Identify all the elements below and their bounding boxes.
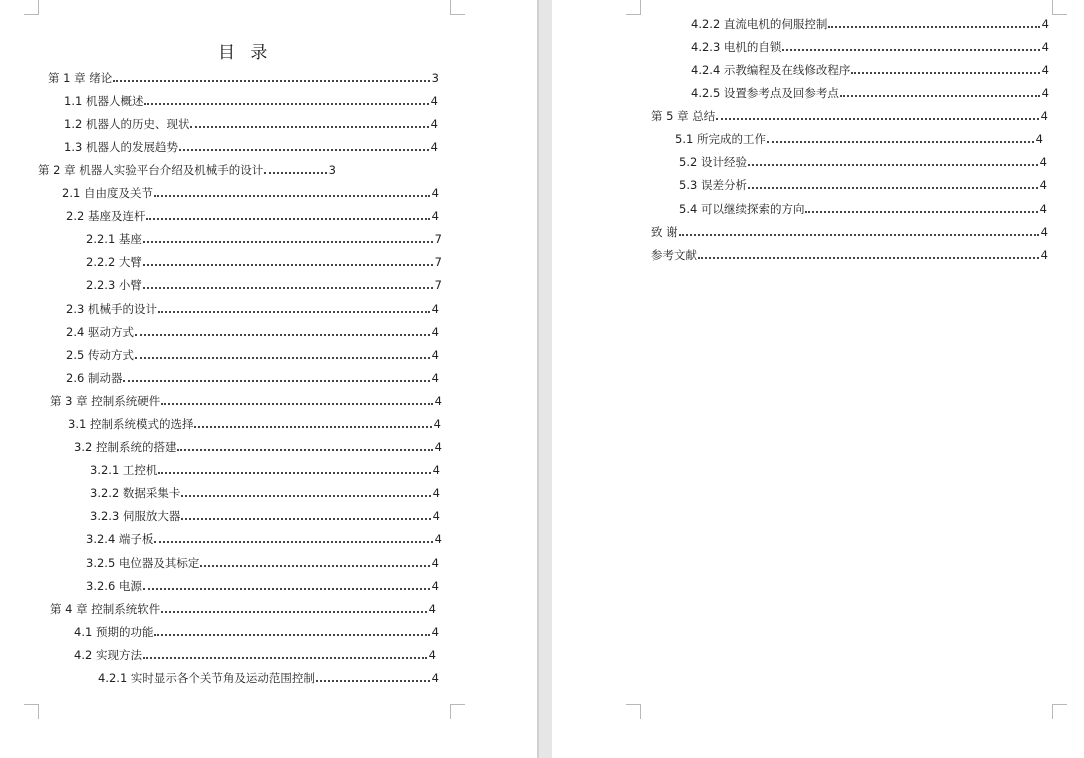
toc-entry-page: 4 <box>1040 109 1048 123</box>
toc-entry-page: 4 <box>428 648 436 662</box>
toc-entry-text: 2.6 制动器 <box>66 371 123 385</box>
toc-entry-text: 3.2.2 数据采集卡 <box>90 486 181 500</box>
toc-entry-page: 4 <box>431 209 439 223</box>
toc-leader-dots <box>840 95 1040 97</box>
toc-entry-page: 4 <box>431 371 439 385</box>
toc-entry[interactable] <box>679 200 1047 218</box>
toc-entry-page: 4 <box>432 509 440 523</box>
toc-entry-text: 2.1 自由度及关节 <box>62 186 153 200</box>
toc-entry[interactable] <box>64 115 438 133</box>
toc-entry[interactable] <box>691 84 1049 102</box>
toc-entry-page: 4 <box>1041 63 1049 77</box>
toc-leader-dots <box>716 118 1038 120</box>
toc-entry[interactable] <box>74 623 439 641</box>
toc-leader-dots <box>161 611 426 613</box>
toc-entry-page: 4 <box>1040 248 1048 262</box>
toc-entry-text: 1.3 机器人的发展趋势 <box>64 140 178 154</box>
crop-mark-bottom-left <box>626 704 641 719</box>
toc-leader-dots <box>135 357 430 359</box>
toc-leader-dots <box>698 257 1039 259</box>
toc-entry[interactable] <box>62 184 439 202</box>
toc-entry[interactable] <box>675 130 1043 148</box>
toc-leader-dots <box>113 80 429 82</box>
toc-leader-dots <box>143 657 427 659</box>
toc-entry[interactable] <box>651 223 1048 241</box>
toc-leader-dots <box>161 403 432 405</box>
toc-entry-page: 4 <box>1039 202 1047 216</box>
toc-leader-dots <box>679 234 1039 236</box>
toc-entry-page: 4 <box>1041 40 1049 54</box>
toc-entry-text: 2.2.1 基座 <box>86 232 142 246</box>
crop-mark-bottom-right <box>450 704 465 719</box>
toc-entry-page: 4 <box>431 625 439 639</box>
toc-entry-text: 3.2 控制系统的搭建 <box>74 440 177 454</box>
toc-entry-text: 4.2.5 设置参考点及回参考点 <box>691 86 839 100</box>
toc-entry-page: 4 <box>431 579 439 593</box>
toc-leader-dots <box>316 680 430 682</box>
toc-leader-dots <box>179 149 429 151</box>
toc-entry-text: 第 2 章 机器人实验平台介绍及机械手的设计 <box>38 163 264 177</box>
toc-entry-page: 4 <box>1040 225 1048 239</box>
toc-entry-page: 4 <box>430 94 438 108</box>
toc-entry-text: 2.3 机械手的设计 <box>66 302 157 316</box>
crop-mark-top-left <box>24 0 39 15</box>
toc-entry-text: 4.2.3 电机的自锁 <box>691 40 782 54</box>
toc-entry-text: 4.2.2 直流电机的伺服控制 <box>691 17 828 31</box>
toc-entry[interactable] <box>86 577 439 595</box>
toc-entry-text: 1.2 机器人的历史、现状 <box>64 117 190 131</box>
toc-entry-page: 4 <box>430 140 438 154</box>
toc-leader-dots <box>194 426 431 428</box>
toc-entry[interactable] <box>86 530 442 548</box>
toc-leader-dots <box>123 380 429 382</box>
toc-entry[interactable] <box>66 323 439 341</box>
toc-leader-dots <box>200 565 429 567</box>
toc-entry-page: 4 <box>1035 132 1043 146</box>
crop-mark-top-right <box>450 0 465 15</box>
crop-mark-bottom-left <box>24 704 39 719</box>
toc-entry[interactable] <box>86 554 439 572</box>
toc-entry[interactable] <box>86 230 442 248</box>
document-page-left <box>0 0 537 758</box>
toc-entry-text: 4.1 预期的功能 <box>74 625 154 639</box>
toc-entry-page: 4 <box>430 117 438 131</box>
toc-leader-dots <box>767 141 1034 143</box>
toc-entry-text: 3.2.3 伺服放大器 <box>90 509 181 523</box>
toc-entry-text: 2.5 传动方式 <box>66 348 134 362</box>
toc-entry[interactable] <box>38 161 336 179</box>
toc-entry-page: 4 <box>1039 178 1047 192</box>
toc-entry[interactable] <box>98 669 439 687</box>
toc-title: 目 录 <box>218 43 273 63</box>
toc-entry-page: 4 <box>434 394 442 408</box>
toc-entry-page: 4 <box>1039 155 1047 169</box>
toc-entry-text: 致 谢 <box>651 225 678 239</box>
toc-entry-text: 4.2.4 示教编程及在线修改程序 <box>691 63 851 77</box>
toc-entry-text: 1.1 机器人概述 <box>64 94 144 108</box>
toc-entry-page: 4 <box>1041 17 1049 31</box>
toc-entry-text: 3.2.1 工控机 <box>90 463 158 477</box>
toc-entry-text: 3.2.4 端子板 <box>86 532 154 546</box>
toc-entry[interactable] <box>90 484 440 502</box>
toc-entry-text: 2.4 驱动方式 <box>66 325 134 339</box>
toc-entry-page: 4 <box>434 440 442 454</box>
toc-entry-text: 5.4 可以继续探索的方向 <box>679 202 805 216</box>
toc-entry-page: 4 <box>431 186 439 200</box>
toc-entry-page: 4 <box>431 556 439 570</box>
toc-entry-page: 4 <box>433 417 441 431</box>
toc-entry-page: 4 <box>434 532 442 546</box>
toc-entry[interactable] <box>66 207 439 225</box>
toc-leader-dots <box>154 634 429 636</box>
toc-entry-text: 第 1 章 绪论 <box>48 71 113 85</box>
toc-entry-page: 4 <box>432 463 440 477</box>
toc-leader-dots <box>851 72 1039 74</box>
toc-entry[interactable] <box>691 15 1049 33</box>
toc-entry-text: 5.1 所完成的工作 <box>675 132 766 146</box>
toc-entry-text: 第 5 章 总结 <box>651 109 716 123</box>
toc-leader-dots <box>143 588 430 590</box>
toc-entry-page: 4 <box>431 302 439 316</box>
toc-entry[interactable] <box>50 392 442 410</box>
toc-entry-page: 4 <box>428 602 436 616</box>
toc-entry-text: 4.2.1 实时显示各个关节角及运动范围控制 <box>98 671 315 685</box>
toc-entry-text: 参考文献 <box>651 248 697 262</box>
page-gutter <box>537 0 552 758</box>
crop-mark-top-right <box>1052 0 1067 15</box>
toc-entry-page: 7 <box>434 232 442 246</box>
toc-leader-dots <box>154 541 432 543</box>
toc-leader-dots <box>805 211 1037 213</box>
toc-entry-text: 4.2 实现方法 <box>74 648 142 662</box>
toc-leader-dots <box>264 172 326 174</box>
toc-leader-dots <box>143 287 433 289</box>
toc-entry[interactable] <box>68 415 441 433</box>
toc-entry[interactable] <box>64 138 438 156</box>
toc-entry-page: 4 <box>431 325 439 339</box>
crop-mark-bottom-right <box>1052 704 1067 719</box>
toc-entry[interactable] <box>679 153 1047 171</box>
toc-entry-page: 4 <box>1041 86 1049 100</box>
toc-entry-text: 3.2.5 电位器及其标定 <box>86 556 200 570</box>
toc-entry-page: 3 <box>431 71 439 85</box>
toc-leader-dots <box>177 449 432 451</box>
toc-entry[interactable] <box>66 369 439 387</box>
toc-entry-text: 2.2.2 大臂 <box>86 255 142 269</box>
toc-entry[interactable] <box>50 600 436 618</box>
toc-leader-dots <box>135 334 430 336</box>
toc-entry[interactable] <box>66 300 439 318</box>
toc-entry[interactable] <box>86 276 442 294</box>
toc-entry-text: 第 3 章 控制系统硬件 <box>50 394 161 408</box>
toc-leader-dots <box>146 218 429 220</box>
toc-leader-dots <box>828 26 1039 28</box>
toc-leader-dots <box>181 495 430 497</box>
toc-entry-text: 3.1 控制系统模式的选择 <box>68 417 194 431</box>
toc-entry[interactable] <box>651 246 1048 264</box>
toc-leader-dots <box>190 126 428 128</box>
toc-entry-text: 2.2 基座及连杆 <box>66 209 146 223</box>
toc-entry-page: 4 <box>431 348 439 362</box>
toc-entry[interactable] <box>74 438 442 456</box>
toc-entry-text: 5.3 误差分析 <box>679 178 747 192</box>
toc-entry[interactable] <box>64 92 438 110</box>
toc-entry[interactable] <box>66 346 439 364</box>
toc-leader-dots <box>144 103 428 105</box>
toc-leader-dots <box>143 241 433 243</box>
toc-entry[interactable] <box>90 507 440 525</box>
toc-leader-dots <box>782 49 1039 51</box>
toc-entry[interactable] <box>48 69 439 87</box>
toc-entry-page: 7 <box>434 278 442 292</box>
toc-entry-text: 第 4 章 控制系统软件 <box>50 602 161 616</box>
toc-leader-dots <box>158 311 430 313</box>
toc-entry[interactable] <box>679 176 1047 194</box>
toc-leader-dots <box>154 195 430 197</box>
toc-entry-page: 4 <box>432 486 440 500</box>
toc-leader-dots <box>158 472 430 474</box>
toc-entry-text: 3.2.6 电源 <box>86 579 142 593</box>
toc-leader-dots <box>143 264 433 266</box>
document-page-right <box>552 0 1084 758</box>
page-gutter-edge <box>537 0 539 758</box>
toc-leader-dots <box>748 164 1038 166</box>
toc-entry[interactable] <box>74 646 436 664</box>
toc-leader-dots <box>181 518 430 520</box>
toc-entry-page: 4 <box>431 671 439 685</box>
toc-entry-page: 7 <box>434 255 442 269</box>
toc-entry[interactable] <box>691 61 1049 79</box>
crop-mark-top-left <box>626 0 641 15</box>
toc-entry[interactable] <box>90 461 440 479</box>
toc-entry-page: 3 <box>328 163 336 177</box>
toc-entry[interactable] <box>651 107 1048 125</box>
toc-entry-text: 2.2.3 小臂 <box>86 278 142 292</box>
toc-entry-text: 5.2 设计经验 <box>679 155 747 169</box>
toc-entry[interactable] <box>691 38 1049 56</box>
toc-leader-dots <box>748 187 1038 189</box>
toc-entry[interactable] <box>86 253 442 271</box>
